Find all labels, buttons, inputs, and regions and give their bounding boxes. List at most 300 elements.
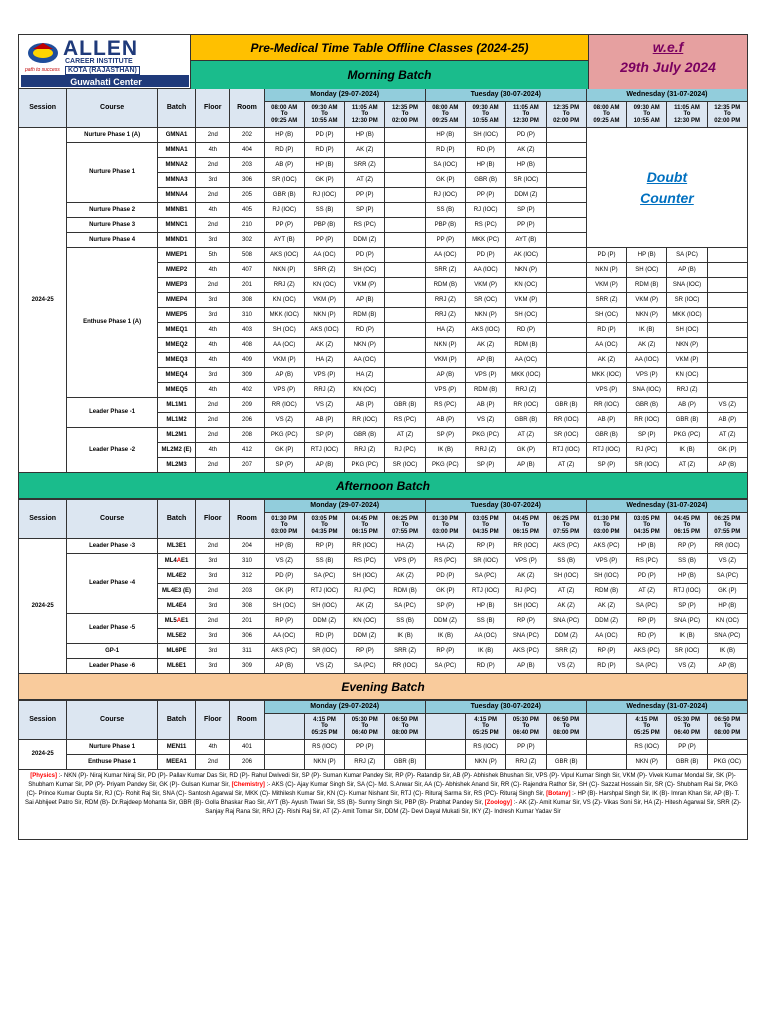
class-cell: RD (P) — [425, 143, 465, 158]
day-header: Wednesday (31-07-2024) — [586, 500, 747, 513]
class-cell: SRR (Z) — [586, 293, 626, 308]
class-cell: PD (P) — [264, 569, 304, 584]
room-cell: 206 — [230, 413, 264, 428]
class-cell: RDM (B) — [586, 584, 626, 599]
class-cell: DDM (Z) — [304, 614, 344, 629]
class-cell: SNA (IOC) — [667, 278, 707, 293]
class-cell — [546, 740, 586, 755]
class-cell: SH (OC) — [345, 263, 385, 278]
time-slot-line: 03:00 PM — [271, 528, 298, 535]
class-cell — [264, 755, 304, 770]
room-cell: 311 — [230, 644, 264, 659]
time-slot-header — [667, 102, 707, 128]
table-row — [19, 398, 748, 413]
time-slot-header — [586, 714, 626, 740]
day-header: Tuesday (30-07-2024) — [425, 500, 586, 513]
batch-cell: MMEP2 — [157, 263, 195, 278]
class-cell — [707, 740, 747, 755]
class-cell: GBR (B) — [546, 755, 586, 770]
class-cell: NKN (P) — [465, 308, 505, 323]
class-cell: RRJ (Z) — [667, 383, 707, 398]
class-cell: RTJ (IOC) — [304, 584, 344, 599]
class-cell: RJ (PC) — [385, 443, 425, 458]
wef-date: 29th July 2024 — [620, 59, 716, 75]
class-cell: AP (B) — [506, 659, 546, 674]
time-slot-header — [667, 714, 707, 740]
batch-cell: ML6PE — [157, 644, 195, 659]
floor-cell: 4th — [196, 263, 230, 278]
time-slot-header — [707, 714, 747, 740]
class-cell — [385, 143, 425, 158]
time-slot-line: To — [361, 522, 369, 529]
legend-physics-title: [Physics] — [30, 773, 57, 779]
sections-container — [18, 88, 748, 770]
class-cell: RTJ (IOC) — [546, 443, 586, 458]
class-cell: SP (P) — [425, 428, 465, 443]
time-slot-line: 05:30 PM — [673, 716, 700, 723]
batch-cell: MMNA4 — [157, 188, 195, 203]
class-cell: PP (P) — [506, 218, 546, 233]
class-cell: IK (B) — [465, 644, 505, 659]
time-slot-header — [546, 102, 586, 128]
doubt-counter-text: Doubt — [646, 168, 688, 185]
room-cell: 203 — [230, 584, 264, 599]
room-cell: 401 — [230, 740, 264, 755]
timetable-page — [18, 34, 748, 840]
time-slot-header — [465, 714, 505, 740]
class-cell: VS (Z) — [707, 398, 747, 413]
floor-cell: 4th — [196, 383, 230, 398]
table-row — [19, 644, 748, 659]
batch-cell: MMND1 — [157, 233, 195, 248]
course-cell: Nurture Phase 4 — [67, 233, 158, 248]
center-name: Guwahati Center — [70, 77, 142, 87]
class-cell: RS (PC) — [627, 554, 667, 569]
class-cell: NKN (P) — [627, 308, 667, 323]
time-slot-line: 03:05 PM — [633, 515, 660, 522]
course-cell: Leader Phase -3 — [67, 539, 158, 554]
page-title: Pre-Medical Time Table Offline Classes (2024-25) — [191, 35, 588, 61]
class-cell: KN (OC) — [506, 278, 546, 293]
batch-cell: MMEQ4 — [157, 368, 195, 383]
batch-prefix: ML4 — [164, 557, 177, 564]
class-cell — [425, 755, 465, 770]
time-slot-header — [586, 513, 626, 539]
time-slot-header — [345, 513, 385, 539]
class-cell: VS (Z) — [304, 659, 344, 674]
class-cell: AP (B) — [264, 659, 304, 674]
class-cell: PKG (PC) — [425, 458, 465, 473]
class-cell: VPS (P) — [627, 368, 667, 383]
class-cell — [707, 368, 747, 383]
class-cell: RP (P) — [345, 644, 385, 659]
allen-logo — [19, 35, 191, 89]
time-slot-line: 04:45 PM — [673, 515, 700, 522]
class-cell: AP (B) — [465, 353, 505, 368]
class-cell: AK (Z) — [506, 569, 546, 584]
class-cell: DDM (Z) — [506, 188, 546, 203]
col-header-session: Session — [19, 89, 67, 128]
class-cell: AK (Z) — [586, 353, 626, 368]
time-slot-header — [627, 513, 667, 539]
class-cell — [707, 338, 747, 353]
room-cell: 309 — [230, 368, 264, 383]
class-cell: GBR (B) — [465, 173, 505, 188]
class-cell: PD (P) — [345, 248, 385, 263]
room-cell: 201 — [230, 278, 264, 293]
batch-cell: ML1M2 — [157, 413, 195, 428]
class-cell: IK (B) — [707, 644, 747, 659]
time-slot-header — [304, 714, 344, 740]
floor-cell: 2nd — [196, 458, 230, 473]
class-cell — [546, 308, 586, 323]
col-header-course: Course — [67, 89, 158, 128]
floor-cell: 2nd — [196, 584, 230, 599]
class-cell — [546, 233, 586, 248]
class-cell: VPS (P) — [304, 368, 344, 383]
time-slot-line: To — [482, 723, 490, 730]
class-cell: AT (Z) — [345, 173, 385, 188]
time-slot-line: 04:45 PM — [351, 515, 378, 522]
class-cell: AK (Z) — [385, 569, 425, 584]
class-cell: SR (IOC) — [506, 173, 546, 188]
room-cell: 409 — [230, 353, 264, 368]
class-cell: PP (P) — [304, 233, 344, 248]
batch-cell: ML2M1 — [157, 428, 195, 443]
class-cell: KN (OC) — [264, 293, 304, 308]
floor-cell: 2nd — [196, 218, 230, 233]
class-cell — [546, 278, 586, 293]
class-cell: IK (B) — [425, 443, 465, 458]
col-header-course: Course — [67, 701, 158, 740]
class-cell: RJ (IOC) — [465, 203, 505, 218]
class-cell: RD (P) — [264, 143, 304, 158]
class-cell: VPS (P) — [586, 383, 626, 398]
class-cell: VPS (P) — [465, 368, 505, 383]
class-cell — [546, 353, 586, 368]
class-cell: RRJ (Z) — [425, 293, 465, 308]
class-cell: MKK (IOC) — [506, 368, 546, 383]
batch-cell: MMNA1 — [157, 143, 195, 158]
class-cell: SA (PC) — [345, 659, 385, 674]
class-cell: AK (Z) — [345, 599, 385, 614]
class-cell: SH (OC) — [586, 308, 626, 323]
class-cell: RR (IOC) — [707, 539, 747, 554]
class-cell — [385, 218, 425, 233]
class-cell: SR (IOC) — [304, 644, 344, 659]
time-slot-line: To — [401, 723, 409, 730]
room-cell: 405 — [230, 203, 264, 218]
class-cell: RDM (B) — [506, 338, 546, 353]
floor-cell: 2nd — [196, 398, 230, 413]
class-cell: SH (IOC) — [465, 128, 505, 143]
class-cell: SP (P) — [264, 458, 304, 473]
class-cell: GBR (B) — [506, 413, 546, 428]
class-cell: VS (Z) — [264, 554, 304, 569]
class-cell: PP (P) — [425, 233, 465, 248]
table-row — [19, 614, 748, 629]
time-slot-header — [264, 513, 304, 539]
class-cell: VKM (P) — [627, 293, 667, 308]
class-cell — [385, 368, 425, 383]
class-cell: AKS (IOC) — [304, 323, 344, 338]
batch-cell — [157, 614, 195, 629]
class-cell: RP (P) — [667, 539, 707, 554]
class-cell: PP (P) — [465, 188, 505, 203]
floor-cell: 2nd — [196, 755, 230, 770]
time-slot-line: 07:55 PM — [392, 528, 419, 535]
time-slot-line: To — [643, 522, 651, 529]
brand-city: KOTA (RAJASTHAN) — [65, 66, 140, 75]
floor-cell: 3rd — [196, 569, 230, 584]
class-cell: RR (IOC) — [345, 413, 385, 428]
class-cell: AK (Z) — [546, 599, 586, 614]
batch-cell: MMEQ1 — [157, 323, 195, 338]
class-cell: SP (P) — [627, 428, 667, 443]
time-slot-header — [385, 714, 425, 740]
class-cell: AB (P) — [264, 158, 304, 173]
class-cell: IK (B) — [425, 629, 465, 644]
class-cell: SR (IOC) — [264, 173, 304, 188]
time-slot-line: 11:05 AM — [512, 104, 539, 111]
time-slot-line: 02:00 PM — [392, 117, 419, 124]
class-cell: SR (IOC) — [627, 458, 667, 473]
class-cell: RP (P) — [304, 539, 344, 554]
class-cell: HP (B) — [304, 158, 344, 173]
class-cell: SH (OC) — [667, 323, 707, 338]
class-cell: AKS (IOC) — [264, 248, 304, 263]
class-cell: HP (B) — [465, 599, 505, 614]
time-slot-header — [627, 102, 667, 128]
class-cell: GK (P) — [506, 443, 546, 458]
legend-zoology: :- AK (Z)- Amit Kumar Sir, VS (Z)- Vikas Soni Sir, HA (Z)- Hitesh Agarwal Sir, SRR (Z)- Sanjay Raj Rana Sir, RRJ (Z)- Rishi Raj Sir, AT (Z)- Amit Tomar Sir, DDM (Z)- Devi Dayal Mukati Sir, IKY (Z)- Indresh Kumar Yadav Sir — [205, 800, 741, 815]
class-cell: AYT (B) — [264, 233, 304, 248]
day-header: Monday (29-07-2024) — [264, 500, 425, 513]
class-cell: VKM (P) — [304, 293, 344, 308]
class-cell: NKN (P) — [506, 263, 546, 278]
class-cell: PKG (PC) — [264, 428, 304, 443]
floor-cell: 3rd — [196, 293, 230, 308]
table-row — [19, 659, 748, 674]
class-cell: SH (IOC) — [345, 569, 385, 584]
class-cell — [546, 248, 586, 263]
time-slot-header — [506, 102, 546, 128]
time-slot-line: 10:55 AM — [311, 117, 338, 124]
class-cell: AT (Z) — [546, 458, 586, 473]
brand-name: ALLEN — [63, 37, 138, 60]
class-cell: PD (P) — [304, 128, 344, 143]
course-cell: Leader Phase -5 — [67, 614, 158, 644]
class-cell: SR (IOC) — [667, 293, 707, 308]
table-row — [19, 740, 748, 755]
time-slot-line: 05:25 PM — [311, 729, 338, 736]
class-cell: DDM (Z) — [345, 233, 385, 248]
class-cell — [385, 233, 425, 248]
wef-box — [588, 35, 747, 89]
floor-cell: 2nd — [196, 158, 230, 173]
class-cell: HP (B) — [425, 128, 465, 143]
class-cell: VKM (P) — [425, 353, 465, 368]
class-cell: RR (IOC) — [385, 659, 425, 674]
class-cell: PP (P) — [345, 188, 385, 203]
class-cell: VKM (P) — [506, 293, 546, 308]
time-slot-header — [304, 102, 344, 128]
time-slot-line: To — [401, 522, 409, 529]
class-cell: RRJ (Z) — [304, 383, 344, 398]
day-header: Monday (29-07-2024) — [264, 701, 425, 714]
class-cell: NKN (P) — [667, 338, 707, 353]
class-cell: HP (B) — [506, 158, 546, 173]
class-cell: AP (B) — [707, 458, 747, 473]
class-cell: AT (Z) — [667, 458, 707, 473]
class-cell: RD (P) — [304, 629, 344, 644]
course-cell: Nurture Phase 1 — [67, 740, 158, 755]
class-cell: NKN (P) — [304, 308, 344, 323]
time-slot-line: 10:55 AM — [633, 117, 660, 124]
class-cell: GK (P) — [707, 584, 747, 599]
class-cell: VS (Z) — [465, 413, 505, 428]
class-cell: RS (IOC) — [465, 740, 505, 755]
time-slot-line: 4:15 PM — [635, 716, 659, 723]
timetable-section-1 — [18, 499, 748, 674]
class-cell — [546, 173, 586, 188]
class-cell: AT (Z) — [385, 428, 425, 443]
time-slot-line: 11:05 AM — [674, 104, 700, 111]
class-cell — [546, 128, 586, 143]
class-cell: RTJ (IOC) — [586, 443, 626, 458]
time-slot-header — [627, 714, 667, 740]
class-cell: RJ (PC) — [627, 443, 667, 458]
class-cell: SP (P) — [345, 203, 385, 218]
floor-cell: 4th — [196, 353, 230, 368]
class-cell: RR (IOC) — [506, 398, 546, 413]
time-slot-line: 06:40 PM — [351, 729, 378, 736]
time-slot-line: To — [723, 111, 731, 118]
class-cell: AA (OC) — [304, 248, 344, 263]
class-cell: RJ (PC) — [506, 584, 546, 599]
class-cell — [546, 203, 586, 218]
table-row — [19, 248, 748, 263]
time-slot-line: 09:25 AM — [432, 117, 459, 124]
class-cell: AP (B) — [425, 368, 465, 383]
time-slot-line: 06:15 PM — [351, 528, 378, 535]
col-header-floor: Floor — [196, 89, 230, 128]
class-cell: RDM (B) — [627, 278, 667, 293]
time-slot-line: To — [280, 111, 288, 118]
floor-cell: 3rd — [196, 629, 230, 644]
class-cell: AB (P) — [707, 413, 747, 428]
class-cell: PBP (B) — [425, 218, 465, 233]
class-cell: AKS (PC) — [627, 644, 667, 659]
top-header — [18, 34, 748, 88]
time-slot-line: 06:50 PM — [392, 716, 419, 723]
class-cell: VKM (P) — [667, 353, 707, 368]
class-cell — [707, 278, 747, 293]
class-cell — [425, 740, 465, 755]
floor-cell: 2nd — [196, 188, 230, 203]
class-cell: SA (PC) — [627, 659, 667, 674]
course-cell: Leader Phase -1 — [67, 398, 158, 428]
legend-botany-title: [Botany] — [546, 791, 571, 797]
time-slot-line: 06:50 PM — [553, 716, 580, 723]
time-slot-line: To — [522, 723, 530, 730]
time-slot-line: To — [683, 723, 691, 730]
class-cell: RS (PC) — [385, 413, 425, 428]
class-cell: SH (IOC) — [586, 569, 626, 584]
class-cell: SH (OC) — [627, 263, 667, 278]
room-cell: 203 — [230, 158, 264, 173]
class-cell: RS (IOC) — [627, 740, 667, 755]
class-cell: SS (B) — [465, 614, 505, 629]
course-cell: Enthuse Phase 1 — [67, 755, 158, 770]
class-cell: RJ (IOC) — [425, 188, 465, 203]
class-cell: SH (OC) — [506, 308, 546, 323]
class-cell — [264, 740, 304, 755]
class-cell: GK (P) — [707, 443, 747, 458]
time-slot-line: 03:00 PM — [593, 528, 620, 535]
time-slot-line: To — [441, 111, 449, 118]
class-cell: SR (IOC) — [546, 428, 586, 443]
batch-cell: ML4E2 — [157, 569, 195, 584]
time-slot-line: 05:25 PM — [472, 729, 499, 736]
class-cell: AYT (B) — [506, 233, 546, 248]
batch-cell: MMEP4 — [157, 293, 195, 308]
time-slot-line: 4:15 PM — [474, 716, 497, 723]
col-header-room: Room — [230, 701, 264, 740]
class-cell: NKN (P) — [627, 755, 667, 770]
class-cell: HP (B) — [627, 539, 667, 554]
batch-cell: MMEP1 — [157, 248, 195, 263]
time-slot-header — [667, 513, 707, 539]
floor-cell: 3rd — [196, 659, 230, 674]
class-cell: AP (B) — [707, 659, 747, 674]
class-cell: RRJ (Z) — [506, 755, 546, 770]
class-cell: PD (P) — [627, 569, 667, 584]
class-cell — [385, 188, 425, 203]
table-row — [19, 554, 748, 569]
time-slot-line: 08:00 AM — [593, 104, 620, 111]
class-cell: PD (P) — [506, 128, 546, 143]
class-cell: GK (P) — [425, 584, 465, 599]
time-slot-header — [506, 513, 546, 539]
class-cell: GBR (B) — [586, 428, 626, 443]
class-cell: AA (OC) — [345, 353, 385, 368]
class-cell: VPS (P) — [425, 383, 465, 398]
time-slot-line: 11:05 AM — [351, 104, 378, 111]
room-cell: 201 — [230, 614, 264, 629]
class-cell: PP (P) — [506, 740, 546, 755]
class-cell: SNA (PC) — [506, 629, 546, 644]
class-cell: VPS (P) — [385, 554, 425, 569]
class-cell: RS (PC) — [345, 554, 385, 569]
class-cell: RD (P) — [465, 143, 505, 158]
class-cell: HA (Z) — [425, 539, 465, 554]
class-cell: RD (P) — [627, 629, 667, 644]
class-cell: GBR (B) — [385, 398, 425, 413]
class-cell: VS (Z) — [667, 659, 707, 674]
time-slot-header — [264, 714, 304, 740]
class-cell — [546, 368, 586, 383]
class-cell: PBP (B) — [304, 218, 344, 233]
class-cell: AK (IOC) — [506, 248, 546, 263]
day-header: Wednesday (31-07-2024) — [586, 701, 747, 714]
class-cell: SS (B) — [304, 203, 344, 218]
class-cell: VKM (P) — [586, 278, 626, 293]
batch-cell: MEN11 — [157, 740, 195, 755]
class-cell: AA (OC) — [465, 629, 505, 644]
time-slot-line: 06:50 PM — [714, 716, 741, 723]
class-cell — [707, 323, 747, 338]
